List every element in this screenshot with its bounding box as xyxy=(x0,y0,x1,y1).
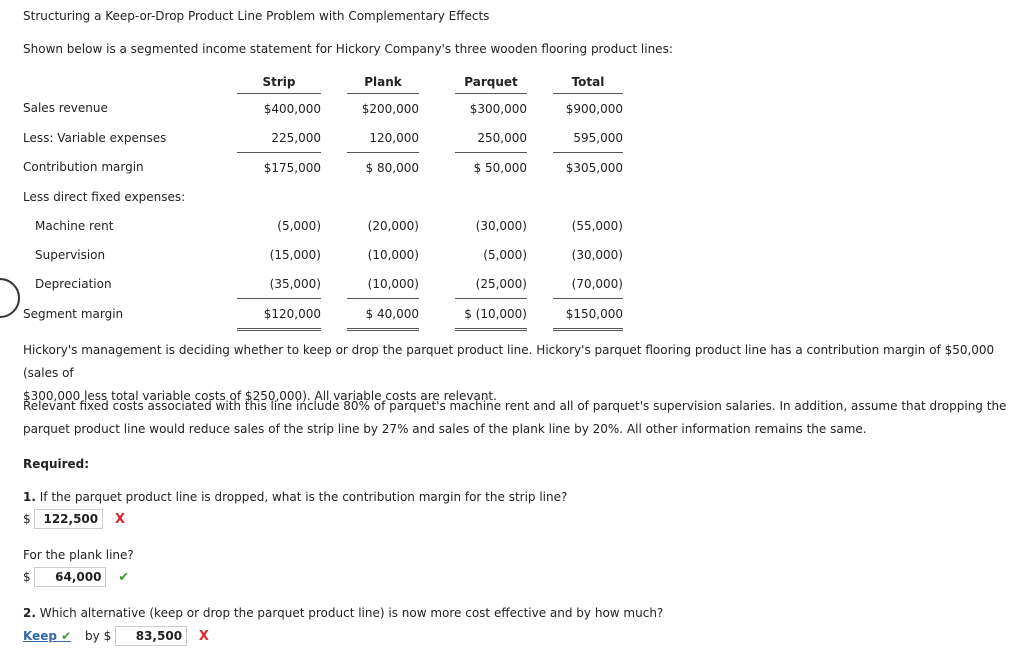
header-strip: Strip xyxy=(237,71,321,94)
required-heading: Required: xyxy=(23,457,90,471)
question-1b: For the plank line? xyxy=(23,548,134,562)
paragraph-1: Hickory's management is deciding whether to keep or drop the parquet product line. Hickory's parquet flooring product line has a contribution margin of $50,000 (sales of $300,000 less total variable costs of $250,000). All variable costs are relevant. xyxy=(23,343,995,403)
table-row: Less direct fixed expenses: xyxy=(23,189,186,204)
question-2: 2. Which alternative (keep or drop the parquet product line) is now more cost effective and by how much? xyxy=(23,606,664,620)
table-row: Contribution margin $175,000 $ 80,000 $ 50,000 $305,000 xyxy=(23,160,623,175)
header-total: Total xyxy=(553,71,623,94)
correct-icon: ✔ xyxy=(118,570,130,585)
cursor-circle-decoration xyxy=(0,278,20,318)
table-row: Segment margin $120,000 $ 40,000 $ (10,000) $150,000 xyxy=(23,299,623,330)
answer-1-row: $ 122,500 X xyxy=(23,509,125,529)
table-row: Less: Variable expenses 225,000 120,000 250,000 595,000 xyxy=(23,123,623,153)
difference-input[interactable]: 83,500 xyxy=(115,626,187,646)
intro-text: Shown below is a segmented income statement for Hickory Company's three wooden flooring product lines: xyxy=(23,42,673,56)
correct-icon: ✔ xyxy=(61,629,72,643)
table-row: Machine rent (5,000) (20,000) (30,000) (55,000) xyxy=(35,218,623,233)
table-row: Supervision (15,000) (10,000) (5,000) (30,000) xyxy=(35,247,623,262)
plank-cm-input[interactable]: 64,000 xyxy=(34,567,106,587)
paragraph-2: Relevant fixed costs associated with this line include 80% of parquet's machine rent and all of parquet's supervision salaries. In addition, assume that dropping the parquet product line would reduce sales of the strip line by 27% and sales of the plank line by 20%. All other information remains the same. xyxy=(23,399,1007,436)
answer-2-row: Keep ✔ by $ 83,500 X xyxy=(23,626,209,646)
header-plank: Plank xyxy=(347,71,419,94)
incorrect-icon: X xyxy=(114,512,125,527)
question-1: 1. If the parquet product line is dropped, what is the contribution margin for the strip line? xyxy=(23,490,568,504)
income-statement-table xyxy=(23,71,623,331)
keep-drop-select[interactable]: Keep ✔ xyxy=(23,629,72,643)
page-title: Structuring a Keep-or-Drop Product Line Problem with Complementary Effects xyxy=(23,9,490,23)
table-row: Sales revenue $400,000 $200,000 $300,000 $900,000 xyxy=(23,101,623,116)
table-header-row xyxy=(23,71,623,94)
table-row: Depreciation (35,000) (10,000) (25,000) (70,000) xyxy=(23,269,623,299)
incorrect-icon: X xyxy=(198,629,209,644)
strip-cm-input[interactable]: 122,500 xyxy=(34,509,103,529)
header-parquet: Parquet xyxy=(455,71,527,94)
answer-1b-row: $ 64,000 ✔ xyxy=(23,567,129,587)
